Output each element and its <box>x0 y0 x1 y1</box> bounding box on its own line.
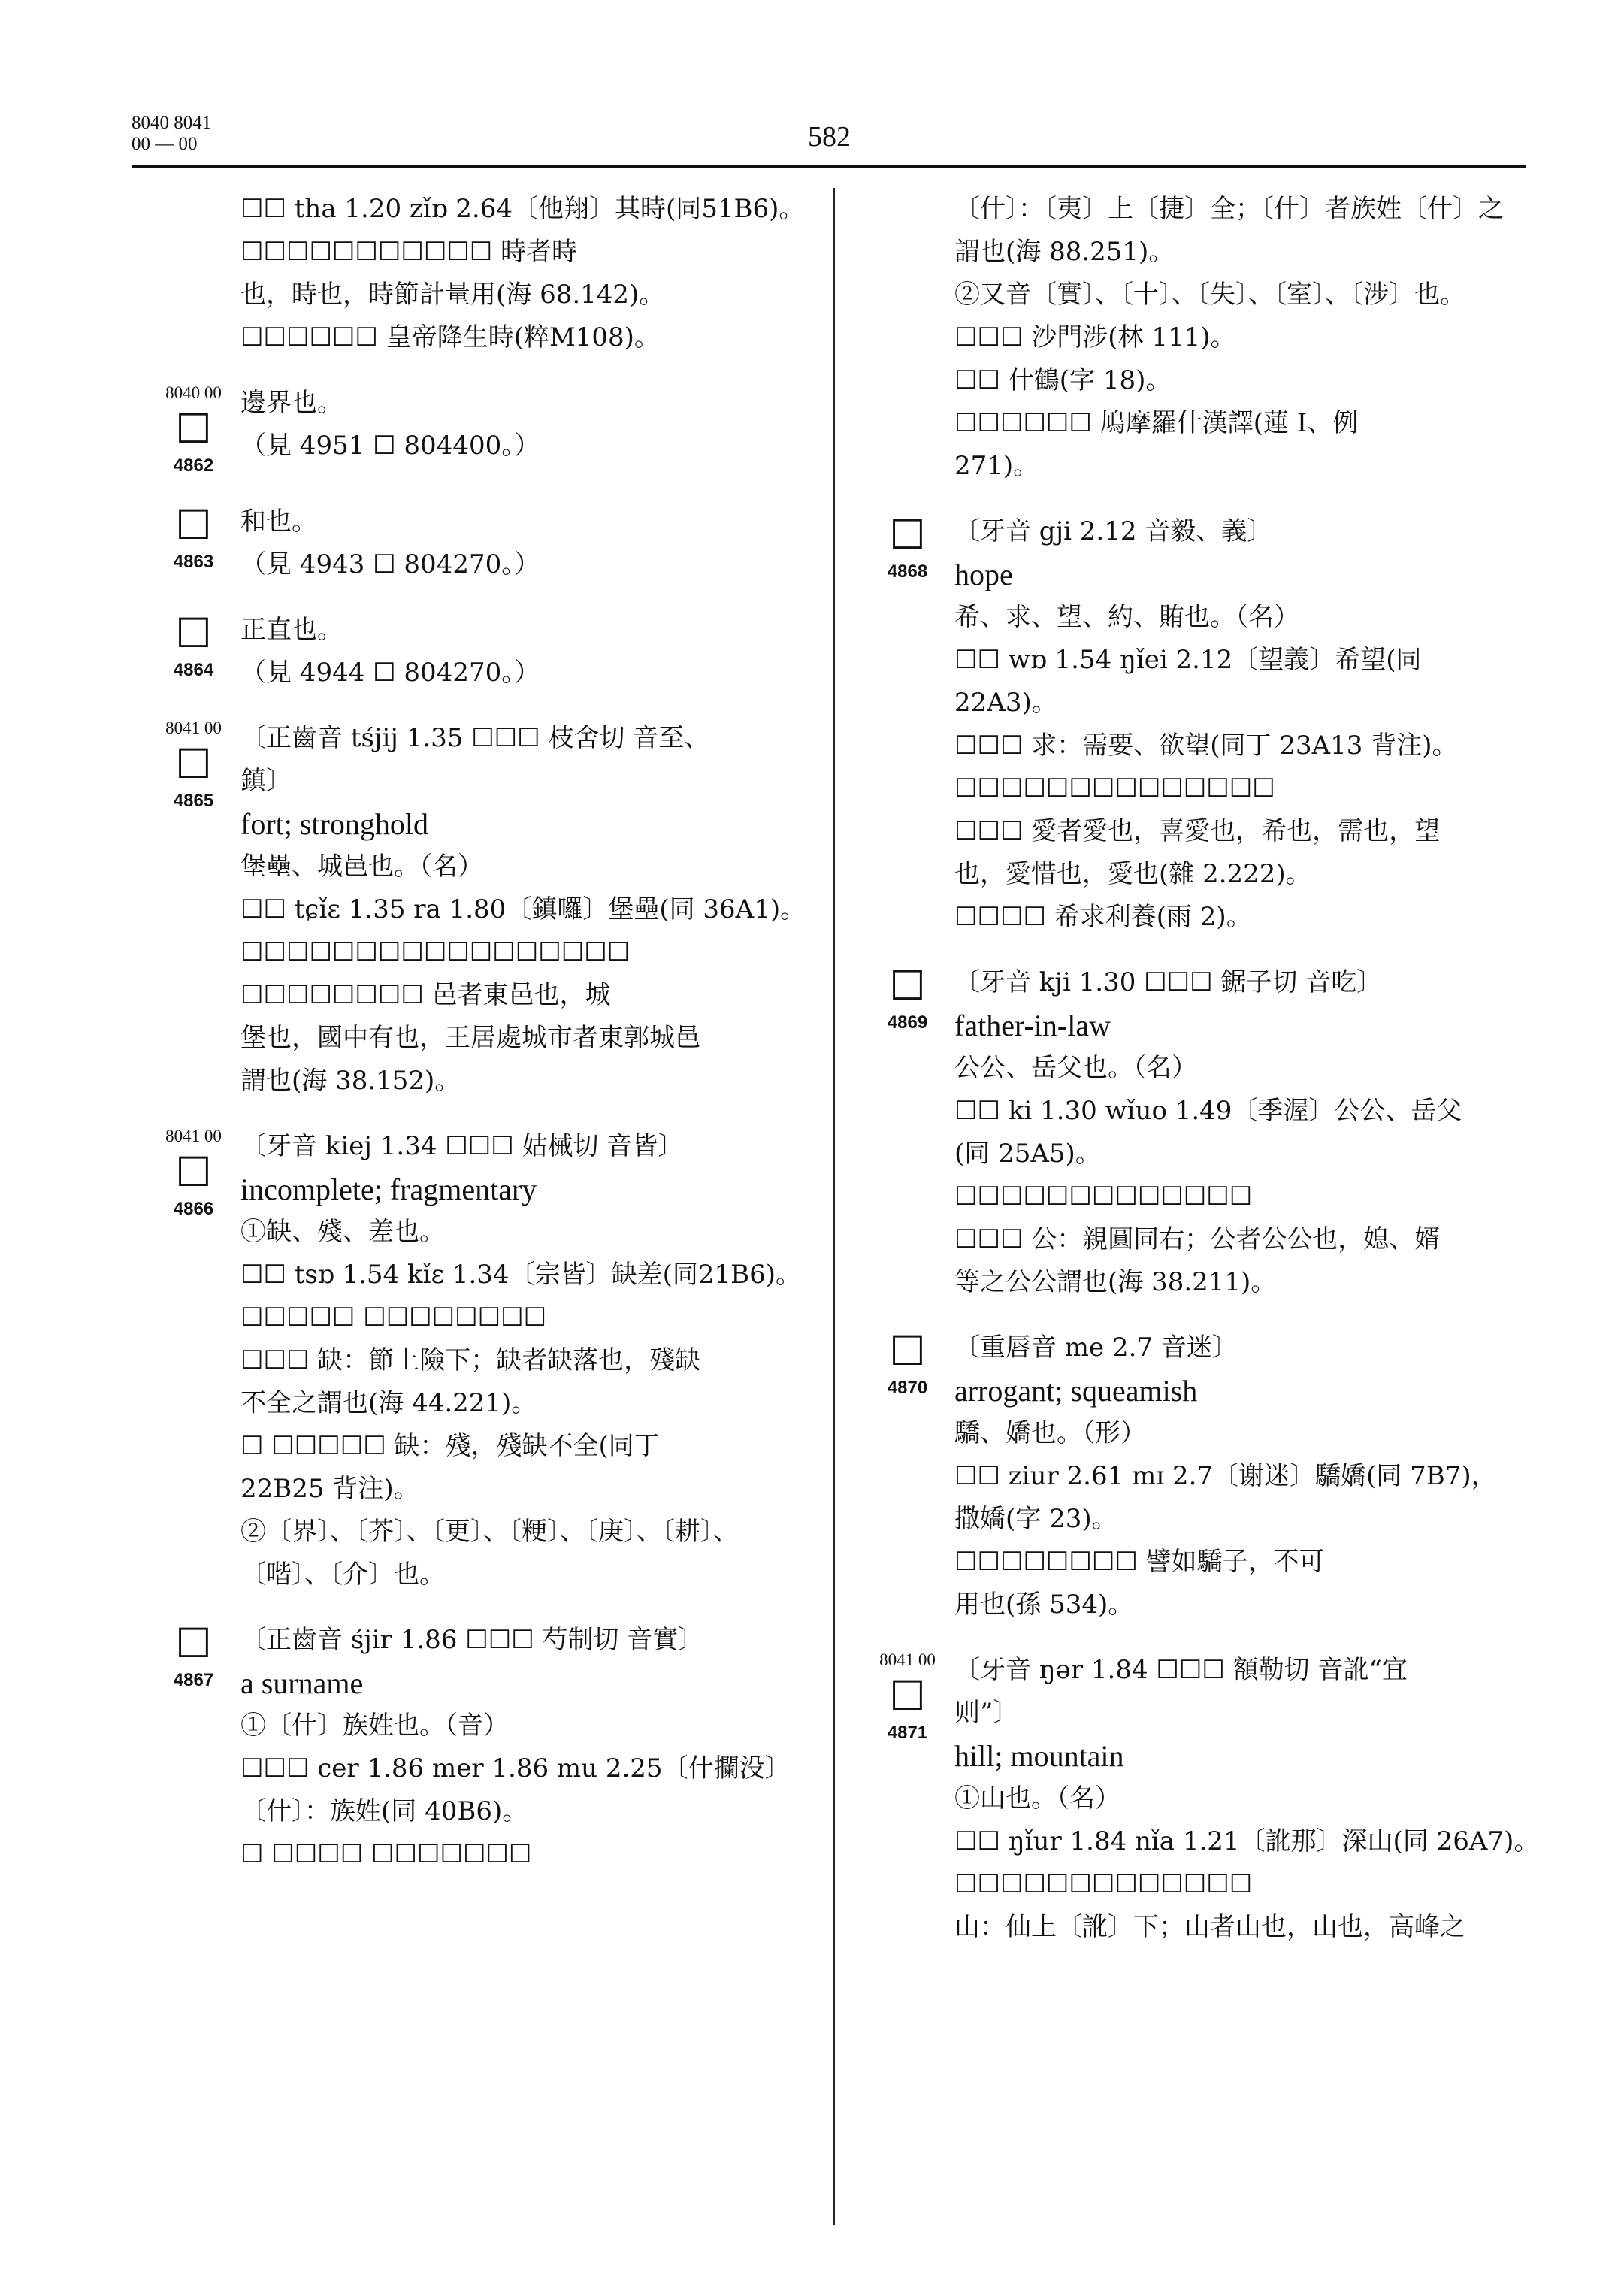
entry-number: 4871 <box>887 1723 928 1743</box>
entry-number: 4862 <box>173 455 214 476</box>
entry-line: ☐☐☐☐☐☐☐☐☐☐☐☐☐ <box>954 1869 1253 1899</box>
entry-line: （見 4943 ☐ 804270。） <box>240 549 540 579</box>
english-gloss: a surname <box>240 1666 364 1700</box>
entry-number: 4869 <box>887 1012 928 1033</box>
entry-body <box>240 1619 827 1876</box>
dictionary-entry <box>147 382 827 478</box>
headword-glyph: ☐ <box>889 1327 926 1375</box>
entry-line: ☐☐☐☐☐☐☐☐ 邑者東邑也，城 <box>240 980 611 1010</box>
entry-body <box>954 1327 1533 1626</box>
left-column <box>147 188 827 1876</box>
entry-line: ☐☐ ziur 2.61 mɪ 2.7〔谢迷〕驕嬌(同 7B7)， <box>954 1461 1497 1491</box>
entry-line: 等之公公謂也(海 38.211)。 <box>954 1267 1277 1297</box>
entry-line: ☐ ☐☐☐☐ ☐☐☐☐☐☐☐ <box>240 1839 532 1869</box>
entry-line: ☐ ☐☐☐☐☐ 缺：殘，殘缺不全(同丁 <box>240 1431 660 1461</box>
entry-gap <box>860 1304 1533 1327</box>
dictionary-entry <box>860 1327 1533 1626</box>
entry-gap <box>860 488 1533 510</box>
entry-line: 〔重唇音 me 2.7 音迷〕 <box>954 1333 1238 1363</box>
entry-line: 謂也(海 88.251)。 <box>954 237 1175 267</box>
entry-gap <box>147 478 827 501</box>
entry-line: 謂也(海 38.152)。 <box>240 1066 461 1096</box>
dictionary-entry <box>147 1619 827 1876</box>
entry-line: 则”〕 <box>954 1698 1019 1728</box>
page-number: 582 <box>808 121 851 153</box>
entry-line: ☐☐☐☐☐☐☐☐☐☐☐ 時者時 <box>240 237 578 267</box>
entry-line: 不全之謂也(海 44.221)。 <box>240 1388 537 1418</box>
headword-glyph: ☐ <box>175 405 212 452</box>
entry-body <box>240 609 827 694</box>
dictionary-entry <box>860 510 1533 939</box>
entry-body <box>240 188 827 359</box>
entry-line: 22A3)。 <box>954 688 1057 718</box>
entry-margin <box>860 510 954 584</box>
entry-line: 〔什〕：族姓(同 40B6)。 <box>240 1796 528 1826</box>
headword-glyph: ☐ <box>175 610 212 657</box>
english-gloss: arrogant; squeamish <box>954 1374 1198 1408</box>
entry-line: ☐☐ tɕǐɛ 1.35 ra 1.80〔鎮囉〕堡壘(同 36A1)。 <box>240 894 806 924</box>
entry-line: ②〔界〕、〔芥〕、〔更〕、〔粳〕、〔庚〕、〔耕〕、 <box>240 1517 739 1547</box>
entry-body <box>954 188 1533 488</box>
entry-line: ☐☐ 什鶴(字 18)。 <box>954 365 1172 395</box>
entry-margin <box>860 961 954 1035</box>
dictionary-entry <box>147 609 827 694</box>
entry-line: 公公、岳父也。（名） <box>954 1053 1197 1083</box>
entry-margin <box>147 1619 240 1693</box>
entry-margin <box>860 1327 954 1400</box>
dictionary-entry <box>147 717 827 1103</box>
entry-code: 8041 00 <box>879 1650 936 1669</box>
entry-line: 〔牙音 kiej 1.34 ☐☐☐ 姑械切 音皆〕 <box>240 1131 684 1161</box>
entry-gap <box>860 1626 1533 1649</box>
entry-line: ☐☐ tsɒ 1.54 kǐɛ 1.34〔宗皆〕缺差(同21B6)。 <box>240 1260 801 1290</box>
entry-line: ☐☐☐☐☐☐☐☐☐☐☐☐☐ <box>954 1181 1253 1212</box>
entry-line: 271)。 <box>954 451 1039 481</box>
entry-line: ②又音〔實〕、〔十〕、〔失〕、〔室〕、〔涉〕也。 <box>954 280 1465 310</box>
entry-gap <box>147 1596 827 1619</box>
entry-number: 4864 <box>173 660 214 680</box>
entry-line: ☐☐ ŋǐur 1.84 nǐa 1.21〔訛那〕深山(同 26A7)。 <box>954 1826 1540 1856</box>
page-header <box>132 113 1526 168</box>
entry-number: 4863 <box>173 552 214 572</box>
entry-line: 撒嬌(字 23)。 <box>954 1504 1117 1534</box>
entry-line: ☐☐☐ 愛者愛也，喜愛也，希也，需也，望 <box>954 816 1441 846</box>
headword-glyph: ☐ <box>889 511 926 558</box>
entry-line: 山：仙上〔訛〕下；山者山也，山也，高峰之 <box>954 1912 1465 1942</box>
entry-line: ☐☐☐☐☐☐☐☐☐☐☐☐☐☐ <box>954 773 1275 803</box>
entry-line: 〔喈〕、〔介〕也。 <box>240 1560 445 1590</box>
headword-glyph: ☐ <box>175 501 212 549</box>
entry-number: 4865 <box>173 791 214 811</box>
entry-line: 用也(孫 534)。 <box>954 1590 1134 1620</box>
english-gloss: hill; mountain <box>954 1739 1124 1773</box>
headword-glyph: ☐ <box>889 1672 926 1720</box>
entry-line: 和也。 <box>240 507 317 537</box>
entry-gap <box>147 694 827 717</box>
entry-line: 驕、嬌也。（形） <box>954 1418 1146 1448</box>
header-codes-bottom: 00 — 00 <box>132 134 198 154</box>
entry-gap <box>860 939 1533 961</box>
english-gloss: incomplete; fragmentary <box>240 1172 537 1206</box>
dictionary-entry <box>147 501 827 586</box>
english-gloss: hope <box>954 558 1013 591</box>
entry-body <box>954 1649 1539 1949</box>
entry-margin <box>147 609 240 682</box>
entry-line: 〔正齒音 tśjij 1.35 ☐☐☐ 枝舍切 音至、 <box>240 723 710 753</box>
entry-line: ☐☐☐☐☐☐☐☐☐☐☐☐☐☐☐☐☐ <box>240 937 631 967</box>
dictionary-entry <box>147 188 827 359</box>
entry-body <box>954 510 1533 939</box>
entry-line: ☐☐☐☐ 希求利養(雨 2)。 <box>954 902 1252 932</box>
english-gloss: fort; stronghold <box>240 807 428 841</box>
entry-line: ☐☐ wɒ 1.54 ŋǐei 2.12〔望義〕希望(同 <box>954 645 1422 675</box>
entry-line: (同 25A5)。 <box>954 1139 1101 1169</box>
entry-line: ☐☐☐☐☐☐☐☐ 譬如驕子，不可 <box>954 1547 1325 1577</box>
entry-body <box>240 717 827 1103</box>
entry-line: ☐☐ ki 1.30 wǐuo 1.49〔季渥〕公公、岳父 <box>954 1096 1462 1126</box>
entry-line: 堡也，國中有也，王居處城市者東郭城邑 <box>240 1023 700 1053</box>
entry-body <box>240 1125 827 1596</box>
entry-code: 8041 00 <box>165 718 222 737</box>
entry-code: 8041 00 <box>165 1127 222 1145</box>
entry-line: 正直也。 <box>240 615 343 645</box>
entry-line: ☐☐☐☐☐ ☐☐☐☐☐☐☐☐ <box>240 1302 547 1333</box>
dictionary-entry <box>860 188 1533 488</box>
entry-line: ☐☐☐☐☐☐ 皇帝降生時(粹M108)。 <box>240 322 660 352</box>
entry-gap <box>147 1103 827 1125</box>
entry-line: 〔牙音 gji 2.12 音毅、義〕 <box>954 516 1273 546</box>
entry-line: ☐☐☐ cer 1.86 mer 1.86 mu 2.25〔什攔没〕 <box>240 1753 791 1783</box>
entry-line: 〔正齒音 śjir 1.86 ☐☐☐ 芍制切 音實〕 <box>240 1625 704 1655</box>
column-divider <box>833 188 835 2225</box>
entry-line: ☐☐☐ 缺：節上險下；缺者缺落也，殘缺 <box>240 1345 701 1375</box>
headword-glyph: ☐ <box>175 740 212 788</box>
entry-line: ☐☐ tha 1.20 zǐɒ 2.64〔他翔〕其時(同51B6)。 <box>240 194 805 224</box>
entry-line: 邊界也。 <box>240 388 343 418</box>
entry-number: 4868 <box>887 561 928 582</box>
entry-body <box>954 961 1533 1304</box>
entry-line: 希、求、望、約、賄也。（名） <box>954 602 1299 632</box>
dictionary-entry <box>860 961 1533 1304</box>
entry-line: ☐☐☐ 沙門涉(林 111)。 <box>954 322 1236 352</box>
dictionary-entry <box>147 1125 827 1596</box>
entry-gap <box>147 586 827 609</box>
entry-line: ①〔什〕族姓也。（音） <box>240 1711 509 1741</box>
entry-margin <box>147 717 240 813</box>
entry-margin <box>147 1125 240 1221</box>
entry-line: 〔牙音 ŋər 1.84 ☐☐☐ 額勒切 音訛“宜 <box>954 1655 1408 1685</box>
dictionary-entry <box>860 1649 1540 1949</box>
entry-line: ①山也。（名） <box>954 1783 1120 1814</box>
headword-glyph: ☐ <box>175 1148 212 1196</box>
entry-number: 4867 <box>173 1670 214 1690</box>
headword-glyph: ☐ <box>889 962 926 1009</box>
entry-line: 〔牙音 kji 1.30 ☐☐☐ 鋸子切 音吃〕 <box>954 967 1383 997</box>
entry-body <box>240 501 827 586</box>
headword-glyph: ☐ <box>175 1620 212 1667</box>
entry-number: 4866 <box>173 1199 214 1219</box>
entry-line: （見 4951 ☐ 804400。） <box>240 431 540 461</box>
entry-line: 也，愛惜也，愛也(雜 2.222)。 <box>954 859 1311 889</box>
entry-line: ①缺、殘、差也。 <box>240 1217 445 1247</box>
entry-body <box>240 382 827 467</box>
entry-number: 4870 <box>887 1378 928 1398</box>
header-codes <box>132 113 211 155</box>
entry-line: ☐☐☐ 求：需要、欲望(同丁 23A13 背注)。 <box>954 731 1458 761</box>
header-codes-top: 8040 8041 <box>132 113 212 133</box>
entry-code: 8040 00 <box>165 383 222 402</box>
entry-margin <box>860 1649 954 1745</box>
entry-margin <box>147 382 240 478</box>
entry-line: 鎮〕 <box>240 766 292 796</box>
entry-line: 也，時也，時節計量用(海 68.142)。 <box>240 280 665 310</box>
entry-margin <box>147 501 240 574</box>
entry-line: ☐☐☐☐☐☐ 鳩摩羅什漢譯(蓮 I、例 <box>954 408 1359 438</box>
entry-gap <box>147 359 827 382</box>
entry-line: 22B25 背注)。 <box>240 1474 419 1504</box>
english-gloss: father-in-law <box>954 1009 1111 1042</box>
entry-line: 堡壘、城邑也。（名） <box>240 852 483 882</box>
right-column <box>860 188 1540 1949</box>
entry-line: 〔什〕：〔夷〕上〔捷〕全；〔什〕者族姓〔什〕之 <box>954 194 1504 224</box>
entry-line: ☐☐☐ 公：親圓同右；公者公公也，媳、婿 <box>954 1224 1441 1254</box>
entry-line: （見 4944 ☐ 804270。） <box>240 658 540 688</box>
